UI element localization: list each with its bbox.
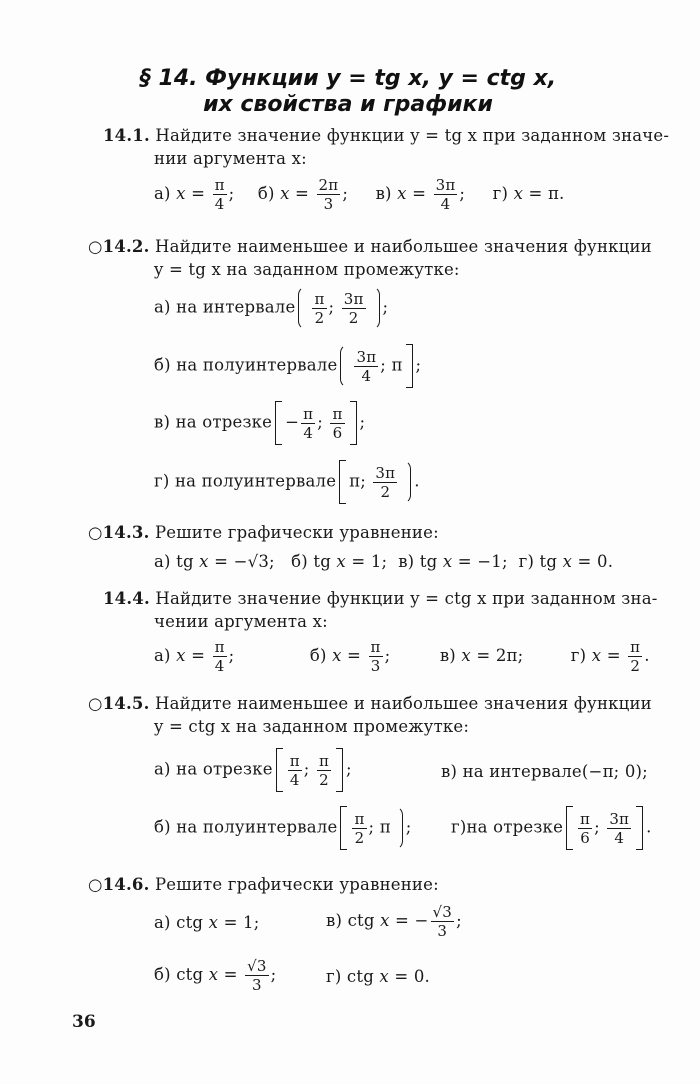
item-a: а) x = $\frac{\pi}{4}$ ; — [154, 638, 235, 675]
problem-14-4-line1: 14.4. Найдите значение функции y = ctg x при заданном зна- — [103, 589, 658, 608]
section-title-line2: их свойства и графики — [203, 92, 493, 117]
problem-14-2-line1: ○14.2. Найдите наименьшее и наибольшее значения функции — [88, 237, 652, 256]
item-a: а) x = $\frac{\pi}{4}$ ; — [154, 176, 235, 213]
problem-14-6-line1: ○14.6. Решите графически уравнение: — [88, 875, 439, 894]
item-v: в) x = $\frac{3\pi}{4}$ ; — [375, 176, 466, 213]
problem-14-3-line1: ○14.3. Решите графически уравнение: — [88, 523, 439, 542]
problem-14-5-line1: ○14.5. Найдите наименьшее и наибольшее значения функции — [88, 694, 652, 713]
problem-14-5-item-b: б) на полуинтервале $\frac{\pi}{2}$ ; π ; — [154, 806, 412, 850]
item-g: г) x = π. — [492, 184, 565, 203]
problem-14-3-items: а) tg x = −√3; б) tg x = 1; в) tg x = −1; г) tg x = 0. — [154, 552, 614, 571]
problem-14-6-item-a: а) ctg x = 1; — [154, 913, 260, 932]
problem-14-4-items — [154, 638, 650, 675]
problem-14-1-items — [154, 176, 564, 213]
problem-14-5-item-v: в) на интервале(−π; 0); — [441, 762, 648, 781]
problem-text: Найдите значение функции y = tg x при заданном значе- — [155, 126, 670, 145]
problem-14-5-line2: y = ctg x на заданном промежутке: — [154, 717, 470, 736]
problem-14-6-item-v: в) ctg x = − $\frac{√3}{3}$ ; — [326, 903, 462, 940]
section-title-line1: § 14. Функции y = tg x, y = ctg x, — [139, 66, 557, 91]
problem-14-2-item-a: а) на интервале $\frac{\pi}{2}$ ; $\frac{3\pi}{2}$ ; — [154, 286, 388, 330]
problem-14-5-item-g: г)на отрезке $\frac{\pi}{6}$ ; $\frac{3\pi}{4}$ . — [451, 806, 652, 850]
page-number: 36 — [72, 1012, 96, 1032]
item-b: б) x = $\frac{\pi}{3}$ ; — [309, 638, 391, 675]
problem-14-2-item-b: б) на полуинтервале $\frac{3\pi}{4}$ ; π ; — [154, 344, 421, 388]
problem-14-2-item-g: г) на полуинтервале π; $\frac{3\pi}{2}$ . — [154, 460, 420, 504]
problem-14-6-item-g: г) ctg x = 0. — [326, 967, 430, 986]
problem-14-5-item-a: а) на отрезке $\frac{\pi}{4}$ ; $\frac{\pi}{2}$ ; — [154, 748, 352, 792]
problem-14-1-line2: нии аргумента x: — [154, 149, 307, 168]
item-b: б) x = $\frac{2\pi}{3}$ ; — [257, 176, 349, 213]
problem-14-2-item-v: в) на отрезке − $\frac{\pi}{4}$ ; $\frac{\pi}{6}$ ; — [154, 401, 365, 445]
item-g: г) x = $\frac{\pi}{2}$ . — [570, 638, 650, 675]
problem-14-2-line2: y = tg x на заданном промежутке: — [154, 260, 460, 279]
problem-number: 14.1. — [103, 126, 150, 145]
item-v: в) x = 2π; — [439, 646, 524, 665]
problem-14-6-item-b: б) ctg x = $\frac{√3}{3}$ ; — [154, 957, 277, 994]
problem-14-1-line1 — [103, 125, 669, 147]
problem-14-4-line2: чении аргумента x: — [154, 612, 328, 631]
